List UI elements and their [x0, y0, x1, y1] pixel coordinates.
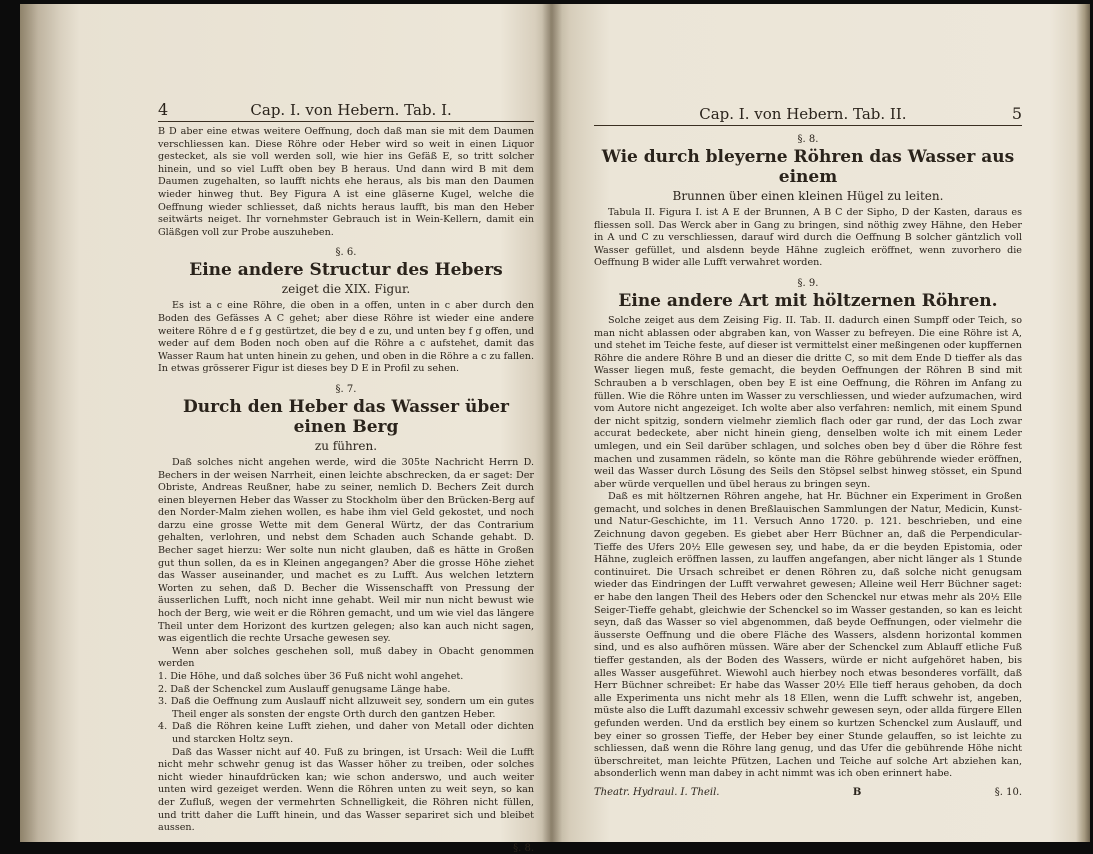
book-gutter	[542, 4, 562, 842]
left-running-title: Cap. I. von Hebern. Tab. I.	[250, 101, 452, 119]
list-item: 3. Daß die Oeffnung zum Auslauff nicht allzuweit sey, sondern um ein gutes Theil enger als sonsten der engste Orth durch den gantzen Heber.	[158, 696, 534, 720]
section-6-number: §. 6.	[335, 247, 357, 259]
left-paragraph-2: Es ist a c eine Röhre, die oben in a offen, unten in c aber durch den Boden des Gefässes A C gehet; aber diese Röhre ist wieder eine andere weitere Röhre d e f g gestürtzet, die bey d e zu, und unten bey f g offen, und weder auf dem Boden noch oben auf die Röhre a c aufstehet, damit das Wasser Raum hat unten hinein zu gehen, und oben in die Röhre a c zu fallen. In etwas grösserer Figur ist dieses bey D E in Profil zu sehen.	[158, 300, 534, 375]
left-paragraph-1: B D aber eine etwas weitere Oeffnung, doch daß man sie mit dem Daumen verschliessen kan. Diese Röhre oder Heber wird so weit in einen Liquor gestecket, als sie voll werden soll, wie hier ins Gefäß E, so tritt solcher hinein, und so viel Lufft oben bey B heraus. Und dann wird B mit dem Daumen zugehalten, so laufft nichts ehe heraus, als bis man den Daumen wieder hinweg thut. Bey Figura A ist eine gläserne Kugel, welche die Oeffnung wieder schliesset, daß nichts heraus laufft, bis man den Heber seitwärts neiget. Ihr vornehmster Gebrauch ist in Wein-Kellern, damit ein Gläßgen voll zur Probe auszuheben.	[158, 126, 534, 238]
right-paragraph-2: Solche zeiget aus dem Zeising Fig. II. Tab. II. dadurch einen Sumpff oder Teich, so man nicht ablassen oder abgraben kan, von Wasser zu befreyen. Die eine Röhre ist A, und stehet im Teiche feste, auf dieser ist vermittelst einer meßingenen oder kupffernen Röhre die andere Röhre B und an dieser die dritte C, so mit dem Ende D tieffer als das Wasser liegen muß, feste gemacht, die beyden Oeffnungen der Röhren B sind mit Schrauben a b verschlagen, oben bey E ist eine Oeffnung, die Röhren im Anfang zu füllen. Wie die Röhre unten im Wasser zu verschliessen, und wieder aufzumachen, wird vom Autore nicht angezeiget. Ich wolte aber also verfahren: nemlich, mit einem Spund der nicht spitzig, sondern vielmehr ziemlich flach oder gar rund, der das Loch zwar accurat bedeckete, aber nicht hinein gieng, denselben wolte ich mit einem Leder umlegen, und ein Seil darüber schlagen, und solches oben bey d über die Röhre fest machen und zusammen rädeln, so könte man die Röhre gebührende wieder eröffnen, weil das Wasser durch Lösung des Seils den Stöpsel selbst hinweg stösset, ein Spund aber würde verquellen und übel heraus zu bringen seyn.	[594, 314, 1022, 490]
footer-title: Theatr. Hydraul. I. Theil.	[594, 786, 720, 798]
section-7-heading: Durch den Heber das Wasser über einen Berg	[183, 396, 509, 437]
right-page-footer	[594, 787, 1022, 798]
section-8-heading: Wie durch bleyerne Röhren das Wasser aus einem	[601, 147, 1015, 187]
section-7-subheading: zu führen.	[314, 438, 378, 453]
signature-mark: B	[852, 786, 862, 798]
left-paragraph-5: Daß das Wasser nicht auf 40. Fuß zu bringen, ist Ursach: Weil die Lufft nicht mehr schwehr genug ist das Wasser höher zu treiben, oder solches nicht wieder hinaufdrücken kan; wie schon anderswo, und auch weiter unten wird gezeiget werden. Wenn die Röhren unten zu weit seyn, so kan der Zufluß, wegen der vermehrten Schnelligkeit, die Röhren nicht füllen, und tritt daher die Lufft hinein, und das Wasser separiret sich und bleibet aussen.	[158, 746, 534, 834]
left-running-head	[158, 100, 534, 122]
left-page-number: 4	[158, 100, 169, 119]
list-item: 2. Daß der Schenckel zum Auslauff genugsame Länge habe.	[158, 683, 451, 695]
section-6-heading: Eine andere Structur des Hebers	[189, 260, 503, 281]
left-page-edge-shadow	[20, 4, 80, 842]
section-8-subheading: Brunnen über einen kleinen Hügel zu leiten.	[672, 189, 944, 203]
right-page-number: 5	[1011, 104, 1022, 123]
right-catchword: §. 10.	[994, 786, 1022, 798]
list-item: 4. Daß die Röhren keine Lufft ziehen, und daher von Metall oder dichten und starcken Holtz seyn.	[158, 721, 534, 745]
right-running-head	[594, 104, 1022, 126]
right-paragraph-3: Daß es mit höltzernen Röhren angehe, hat Hr. Büchner ein Experiment in Großen gemacht, und solches in denen Breßlauischen Sammlungen der Natur, Medicin, Kunst- und Natur-Geschichte, im 11. Versuch Anno 1720. p. 121. beschrieben, und eine Zeichnung davon gegeben. Es giebet aber Herr Büchner an, daß die Perpendicular-Tieffe des Ufers 20½ Elle gewesen sey, und habe, da er die beyden Epistomia, oder Hähne, zugleich eröffnen lassen, zu lauffen angefangen, aber nicht länger als 1 Stunde continuiret. Die Ursach schreibet er denen Röhren zu, daß solche nicht genugsam wieder das Eindringen der Lufft verwahret gewesen; Alleine weil Herr Büchner saget: er habe den langen Theil des Hebers oder den Schenckel nur etwas mehr als 20½ Elle Seiger-Tieffe gehabt, gleichwie der Schenckel so im Wasser gestanden, so kan es leicht seyn, daß das Wasser so viel abgenommen, daß beyde Oeffnungen, oder vielmehr die äusserste Oeffnung und die obere Fläche des Wassers, alsdenn horizontal kommen sind, und es also aufhören müssen. Wäre aber der Schenckel zum Ablauff etliche Fuß tieffer gestanden, als der Boden des Wassers, würde er nicht aufgehöret haben, bis alles Wasser ausgeführet. Wiewohl auch hierbey noch etwas besonderes vorfällt, daß Herr Büchner schreibet: Er habe das Wasser 20½ Elle tieff heraus gehoben, da doch alle Experimenta uns nicht mehr als 18 Ellen, wenn die Lufft schwehr ist, angeben, müste also die Lufft dazumahl excessiv schwehr gewesen seyn, oder allda fürgere Ellen gefunden werden. Und da erstlich bey einem so kurtzen Schenckel zum Auslauff, und bey einer so grossen Tieffe, der Heber bey einer Stunde gelauffen, so ist leichte zu schliessen, daß wenn die Röhre lang genug, und das Ufer die gebührende Höhe nicht überschreitet, man leichte Pfützen, Lachen und Teiche auf solche Art abziehen kan, absonderlich wenn man dabey in acht nimmt was ich oben erinnert habe.	[594, 491, 1022, 780]
open-book	[20, 4, 1090, 854]
right-running-title: Cap. I. von Hebern. Tab. II.	[699, 105, 907, 123]
section-9-heading: Eine andere Art mit höltzernen Röhren.	[618, 290, 998, 311]
left-paragraph-4: Wenn aber solches geschehen soll, muß dabey in Obacht genommen werden	[158, 645, 534, 670]
section-6-subheading: zeiget die XIX. Figur.	[281, 282, 411, 297]
left-catchword: §. 8.	[513, 842, 534, 854]
section-9-number: §. 9.	[797, 277, 819, 289]
right-paragraph-1: Tabula II. Figura I. ist A E der Brunnen, A B C der Sipho, D der Kasten, daraus es fliessen soll. Das Werck aber in Gang zu bringen, sind nöthig zwey Hähne, den Heber in A und C zu verschliessen, darauf wird durch die Oeffnung B solcher gäntzlich voll Wasser gefüllet, und alsdenn beyde Hähne zugleich eröffnet, wenn zuvorhero die Oeffnung B wider alle Lufft verwahret worden.	[594, 207, 1022, 269]
section-8-number: §. 8.	[797, 134, 819, 145]
right-page	[550, 4, 1090, 842]
left-paragraph-3: Daß solches nicht angehen werde, wird die 305te Nachricht Herrn D. Bechers in der weisen Narrheit, einen leichte abschrecken, da er saget: Der Obriste, Andreas Reußner, habe zu seiner, nemlich D. Bechers Zeit durch einen bleyernen Heber das Wasser zu Stockholm über den Brücken-Berg auf den Norder-Malm ziehen wollen, es habe ihm viel Geld gekostet, und noch darzu eine grosse Wette mit dem General Würtz, der das Contrarium gehalten, verlohren, und nebst dem Schaden auch Schande gehabt. D. Becher saget hierzu: Wer solte nun nicht glauben, daß es hätte in Großen gut thun sollen, da es in Kleinen angegangen? Aber die grosse Höhe ziehet das Wasser auseinander, und machet es zu Lufft. Aus welchen letztern Worten zu sehen, daß D. Becher die Wissenschafft von Pressung der äusserlichen Lufft, noch nicht inne gehabt. Weil mir nun nicht bewust wie hoch der Berg, wie weit er die Röhren gemacht, und um wie viel das längere Theil unter dem Horizont des kurtzen gelegen; also kan auch nicht sagen, was eigentlich die rechte Ursache gewesen sey.	[158, 456, 534, 645]
list-item: 1. Die Höhe, und daß solches über 36 Fuß nicht wohl angehet.	[158, 671, 464, 682]
left-page	[20, 4, 550, 854]
conditions-list	[158, 671, 534, 747]
right-page-edge	[1076, 4, 1090, 842]
section-7-number: §. 7.	[335, 383, 357, 395]
